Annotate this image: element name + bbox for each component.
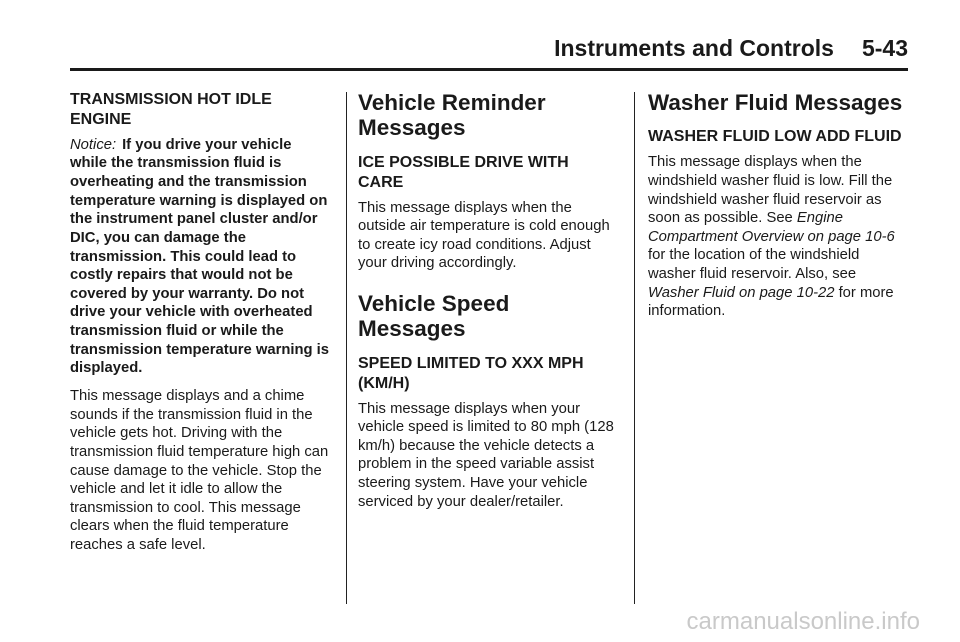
column-2 (358, 90, 616, 520)
washer-body-part3: for more information. (648, 284, 894, 320)
washer-fluid-low-heading: WASHER FLUID LOW ADD FLUID (648, 128, 902, 146)
page-number: 5-43 (861, 34, 908, 61)
notice-text: If you drive your vehicle while the transmission fluid is overheating and the transmission temperature warning is displayed on the instrument panel cluster and/or DIC, you can damage the transmission. This could lead to costly repairs that would not be covered by your warranty. Do not drive your vehicle with overheated transmission fluid or while the transmission temperature warning is displayed. (70, 136, 330, 377)
vehicle-speed-title: Vehicle Speed Messages (358, 291, 510, 342)
column-divider-2 (634, 92, 635, 604)
transmission-hot-heading: TRANSMISSION HOT IDLE ENGINE (70, 91, 272, 128)
washer-body-part1: This message displays when the windshield washer fluid is low. Fill the windshield washer fluid reservoir as soon as possible. See (648, 154, 893, 227)
page-header (70, 28, 908, 71)
section-title: Instruments and Controls (554, 34, 834, 61)
washer-body-part2: for the location of the windshield washer fluid reservoir. Also, see (648, 247, 860, 283)
column-1 (70, 90, 332, 564)
ice-possible-body: This message displays when the outside air temperature is cold enough to create icy road conditions. Adjust your driving accordingly. (358, 199, 610, 272)
transmission-hot-body: This message displays and a chime sounds if the transmission fluid in the vehicle gets hot. Driving with the transmission fluid temperature high can cause damage to the vehicle. Stop the vehicle and let it idle to allow the transmission to cool. This message clears when the fluid temperature reaches a safe level. (70, 387, 329, 554)
speed-limited-body: This message displays when your vehicle speed is limited to 80 mph (128 km/h) because the vehicle detects a problem in the speed variable assist steering system. Have your vehicle serviced by your dealer/retailer. (358, 400, 614, 510)
notice-lead: Notice: (70, 136, 117, 153)
washer-fluid-title: Washer Fluid Messages (648, 90, 903, 115)
speed-limited-heading: SPEED LIMITED TO XXX MPH (KM/H) (358, 354, 584, 392)
washer-fluid-body (648, 153, 910, 321)
vehicle-reminder-title: Vehicle Reminder Messages (358, 90, 546, 141)
washer-fluid-reference[interactable]: Washer Fluid on page 10-22 (648, 284, 835, 301)
engine-compartment-reference[interactable]: Engine Compartment Overview on page 10-6 (648, 210, 895, 245)
watermark: carmanualsonline.info (686, 608, 920, 635)
ice-possible-heading: ICE POSSIBLE DRIVE WITH CARE (358, 153, 569, 191)
column-divider-1 (346, 92, 347, 604)
notice-paragraph (70, 136, 332, 378)
column-3 (648, 90, 910, 330)
